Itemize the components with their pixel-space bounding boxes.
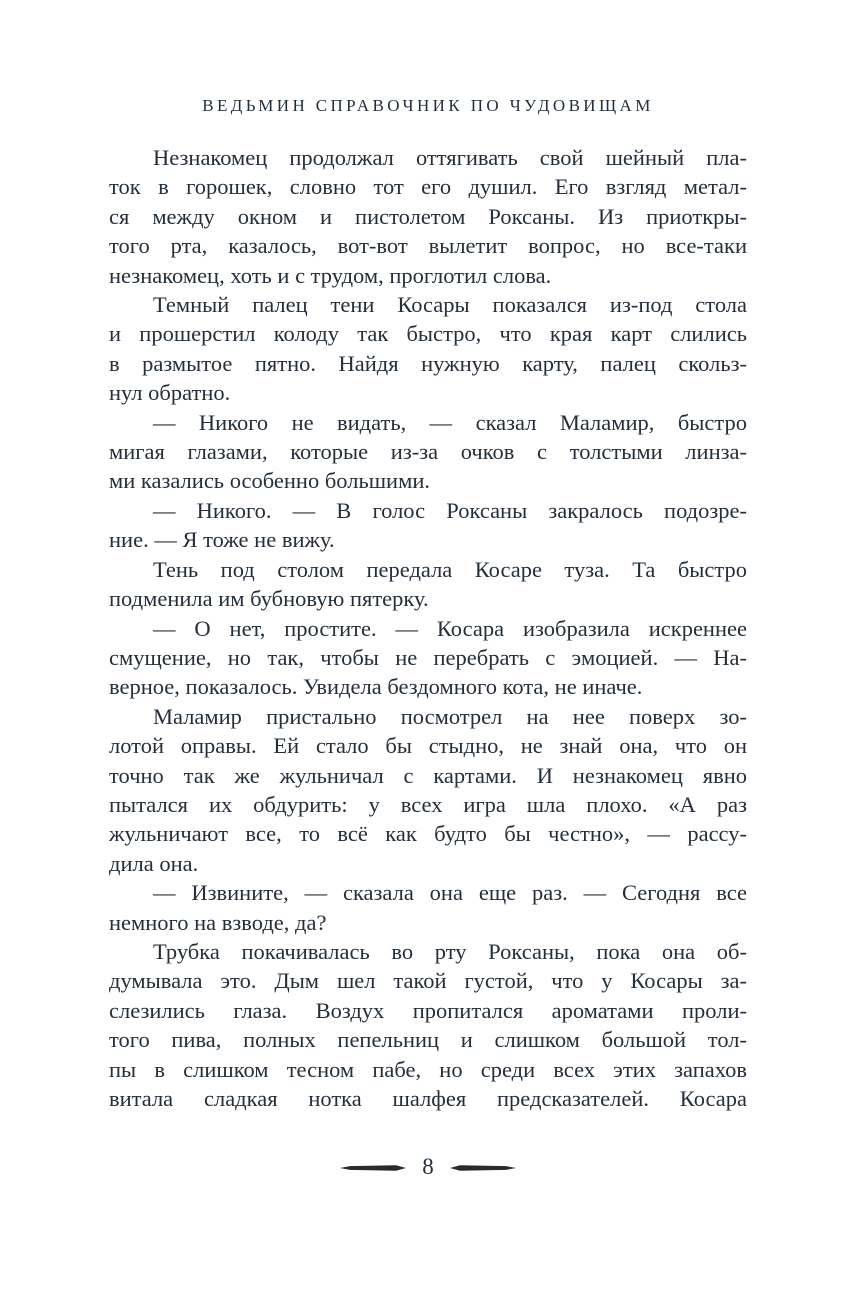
paragraph: [109, 555, 747, 614]
text-line: ние. — Я тоже не вижу.: [109, 527, 335, 553]
paragraph: [109, 937, 747, 1113]
text-line: пы в слишком тесном пабе, но среди всех этих запахов: [109, 1056, 747, 1082]
text-line: смущение, но так, чтобы не перебрать с эмоцией. — На-: [109, 644, 747, 670]
text-line: ток в горошек, словно тот его душил. Его взгляд метал-: [109, 174, 747, 200]
text-line: — Извините, — сказала она еще раз. — Сегодня все: [153, 880, 747, 906]
text-line: Незнакомец продолжал оттягивать свой шейный пла-: [153, 145, 747, 170]
text-line: слезились глаза. Воздух пропитался ароматами проли-: [109, 997, 747, 1023]
text-line: жульничают все, то всё как будто бы честно», — рассу-: [109, 821, 747, 847]
paragraph: [109, 614, 747, 702]
text-line: незнакомец, хоть и с трудом, проглотил слова.: [109, 262, 552, 288]
text-line: немного на взводе, да?: [109, 909, 327, 935]
text-line: Темный палец тени Косары показался из-под стола: [153, 292, 747, 318]
paragraph: [109, 290, 747, 408]
text-line: того рта, казалось, вот-вот вылетит вопрос, но все-таки: [109, 233, 747, 259]
text-line: пытался их обдурить: у всех игра шла плохо. «А раз: [109, 791, 747, 817]
text-line: того пива, полных пепельниц и слишком большой тол-: [109, 1027, 747, 1053]
text-line: Маламир пристально посмотрел на нее поверх зо-: [153, 703, 747, 729]
text-line: точно так же жульничал с картами. И незнакомец явно: [109, 762, 747, 788]
paragraph: [109, 408, 747, 496]
page-number: 8: [422, 1154, 434, 1179]
text-line: лотой оправы. Ей стало бы стыдно, не знай она, что он: [109, 733, 747, 759]
body-text: [109, 143, 747, 1113]
ornament-dash-right-icon: [450, 1163, 516, 1173]
text-line: дила она.: [109, 850, 199, 876]
text-line: — О нет, простите. — Косара изобразила искреннее: [153, 615, 747, 641]
text-line: думывала это. Дым шел такой густой, что у Косары за-: [109, 968, 747, 994]
text-line: и прошерстил колоду так быстро, что края карт слились: [109, 321, 747, 347]
text-line: подменила им бубновую пятерку.: [109, 586, 429, 612]
text-line: — Никого не видать, — сказал Маламир, быстро: [153, 409, 747, 435]
running-header: ВЕДЬМИН СПРАВОЧНИК ПО ЧУДОВИЩАМ: [202, 96, 654, 115]
text-line: Трубка покачивалась во рту Роксаны, пока она об-: [153, 938, 747, 964]
paragraph: [109, 143, 747, 290]
text-line: мигая глазами, которые из-за очков с толстыми линза-: [109, 439, 747, 465]
text-line: витала сладкая нотка шалфея предсказателей. Косара: [109, 1086, 747, 1111]
text-line: Тень под столом передала Косаре туза. Та быстро: [153, 556, 747, 582]
page-footer: [0, 1150, 856, 1186]
text-line: ся между окном и пистолетом Роксаны. Из приоткры-: [109, 203, 747, 229]
ornament-dash-left-icon: [340, 1163, 406, 1173]
text-line: в размытое пятно. Найдя нужную карту, палец скольз-: [109, 350, 747, 376]
paragraph: [109, 496, 747, 555]
paragraph: [109, 878, 747, 937]
text-line: верное, показалось. Увидела бездомного кота, не иначе.: [109, 674, 643, 700]
text-line: ми казались особенно большими.: [109, 468, 430, 494]
text-line: — Никого. — В голос Роксаны закралось подозре-: [153, 497, 747, 523]
paragraph: [109, 702, 747, 878]
text-line: нул обратно.: [109, 380, 231, 406]
